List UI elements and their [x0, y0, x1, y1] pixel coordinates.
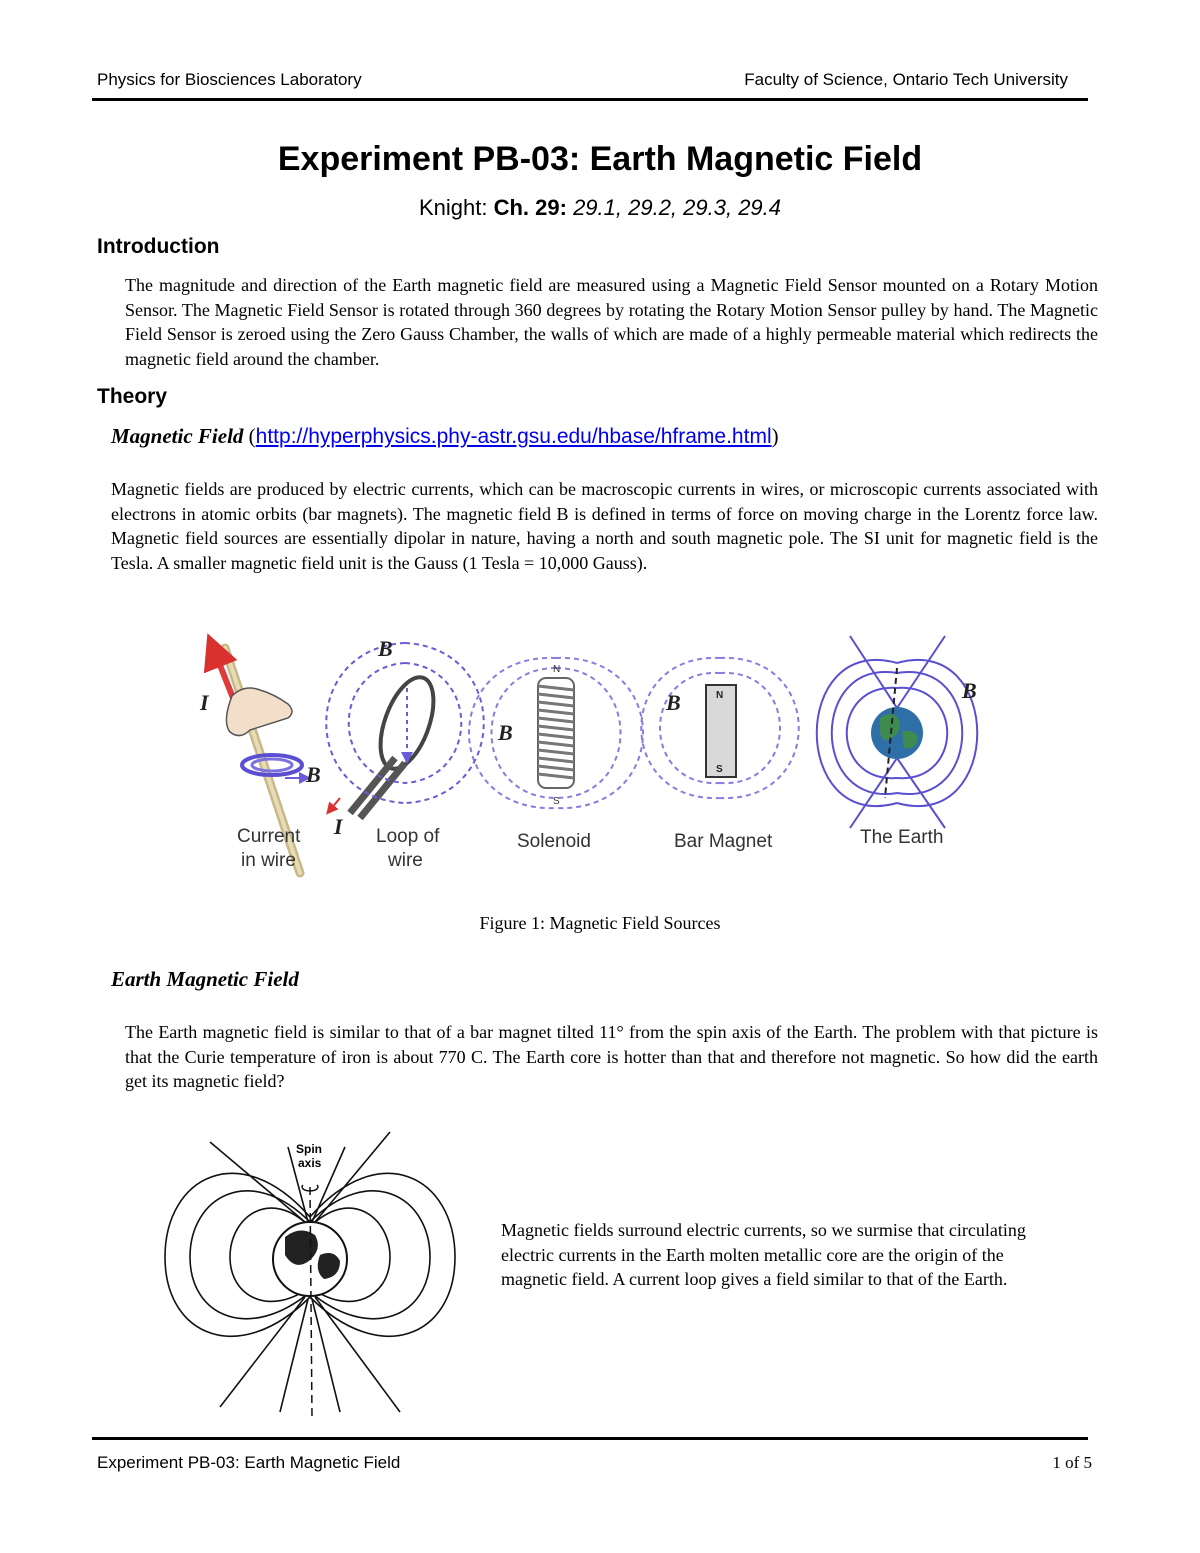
bar-south-label: S	[716, 764, 723, 775]
symbol-b-wire: B	[306, 762, 321, 787]
label-current-line1: Current	[237, 826, 301, 847]
symbol-b-earth: B	[962, 678, 977, 703]
figure-1-magnetic-field-sources	[0, 628, 1200, 888]
loop-of-wire-illustration	[326, 636, 484, 839]
subtitle-colon: :	[559, 195, 574, 220]
link-open-paren: (	[243, 424, 256, 448]
earth-magnetic-field-heading: Earth Magnetic Field	[111, 967, 299, 991]
earth-dipole-figure	[160, 1127, 460, 1417]
magnetic-field-text: Magnetic fields are produced by electric currents, which can be macroscopic currents in wires, or microscopic currents associated with electrons in atomic orbits (bar magnets). The magnetic field B is defined in terms of force on moving charge in the Lorentz force law. Magnetic field sources are essentially dipolar in nature, having a north and south magnetic pole. The SI unit for magnetic field is the Tesla. A smaller magnetic field unit is the Gauss (1 Tesla = 10,000 Gauss).	[111, 479, 1098, 573]
page-subtitle	[0, 195, 1200, 221]
page-title: Experiment PB-03: Earth Magnetic Field	[277, 140, 923, 178]
symbol-i-wire: I	[200, 690, 209, 715]
label-loop-line2: wire	[388, 850, 423, 871]
introduction-heading: Introduction	[97, 235, 220, 258]
solenoid-north-label: N	[553, 664, 561, 675]
magnetic-field-title: Magnetic Field	[111, 424, 244, 448]
subtitle-chapter: Ch. 29	[493, 195, 560, 220]
hyperphysics-link[interactable]: http://hyperphysics.phy-astr.gsu.edu/hbase/hframe.html	[255, 425, 772, 448]
page-number: 1 of 5	[1052, 1453, 1092, 1472]
subtitle-sections: 29.1, 29.2, 29.3, 29.4	[573, 195, 782, 220]
label-the-earth: The Earth	[860, 827, 944, 848]
bar-magnet-illustration	[641, 658, 799, 798]
earth-current-loop-text: Magnetic fields surround electric currents, so we surmise that circulating electric currents in the Earth molten metallic core are the origin of the magnetic field. A current loop gives a field similar to that of the Earth.	[501, 1220, 1026, 1289]
introduction-text: The magnitude and direction of the Earth magnetic field are measured using a Magnetic Field Sensor mounted on a Rotary Motion Sensor. The Magnetic Field Sensor is rotated through 360 degrees by rotating the Rotary Motion Sensor pulley by hand. The Magnetic Field Sensor is zeroed using the Zero Gauss Chamber, the walls of which are made of a highly permeable material which redirects the magnetic field around the chamber.	[125, 275, 1098, 369]
symbol-b-solenoid: B	[498, 720, 513, 745]
label-current-line2: in wire	[241, 850, 296, 871]
earth-field-illustration	[817, 636, 978, 828]
symbol-i-loop: I	[334, 814, 343, 839]
solenoid-illustration	[469, 658, 643, 808]
link-close-paren: )	[771, 424, 779, 448]
footer-rule	[92, 1437, 1088, 1440]
label-bar-magnet: Bar Magnet	[674, 831, 773, 852]
solenoid-south-label: S	[553, 796, 560, 807]
spin-axis-label-line2: axis	[298, 1156, 322, 1170]
figure-1-caption: Figure 1: Magnetic Field Sources	[479, 913, 721, 933]
earth-magnetic-field-text: The Earth magnetic field is similar to that of a bar magnet tilted 11° from the spin axis of the Earth. The problem with that picture is that the Curie temperature of iron is about 770 C. The Earth core is hotter than that and therefore not magnetic. So how did the earth get its magnetic field?	[125, 1022, 1098, 1091]
subtitle-prefix: Knight:	[418, 195, 494, 220]
theory-heading: Theory	[97, 385, 168, 408]
header-rule	[92, 98, 1088, 101]
label-solenoid: Solenoid	[517, 831, 591, 852]
bar-north-label: N	[716, 690, 724, 701]
footer-left: Experiment PB-03: Earth Magnetic Field	[97, 1453, 401, 1472]
magnetic-field-heading	[111, 424, 779, 449]
symbol-b-loop: B	[378, 636, 393, 661]
header-right: Faculty of Science, Ontario Tech University	[744, 70, 1068, 89]
header-left: Physics for Biosciences Laboratory	[97, 70, 362, 89]
label-loop-line1: Loop of	[376, 826, 440, 847]
spin-axis-label-line1: Spin	[296, 1142, 322, 1156]
symbol-b-bar: B	[666, 690, 681, 715]
